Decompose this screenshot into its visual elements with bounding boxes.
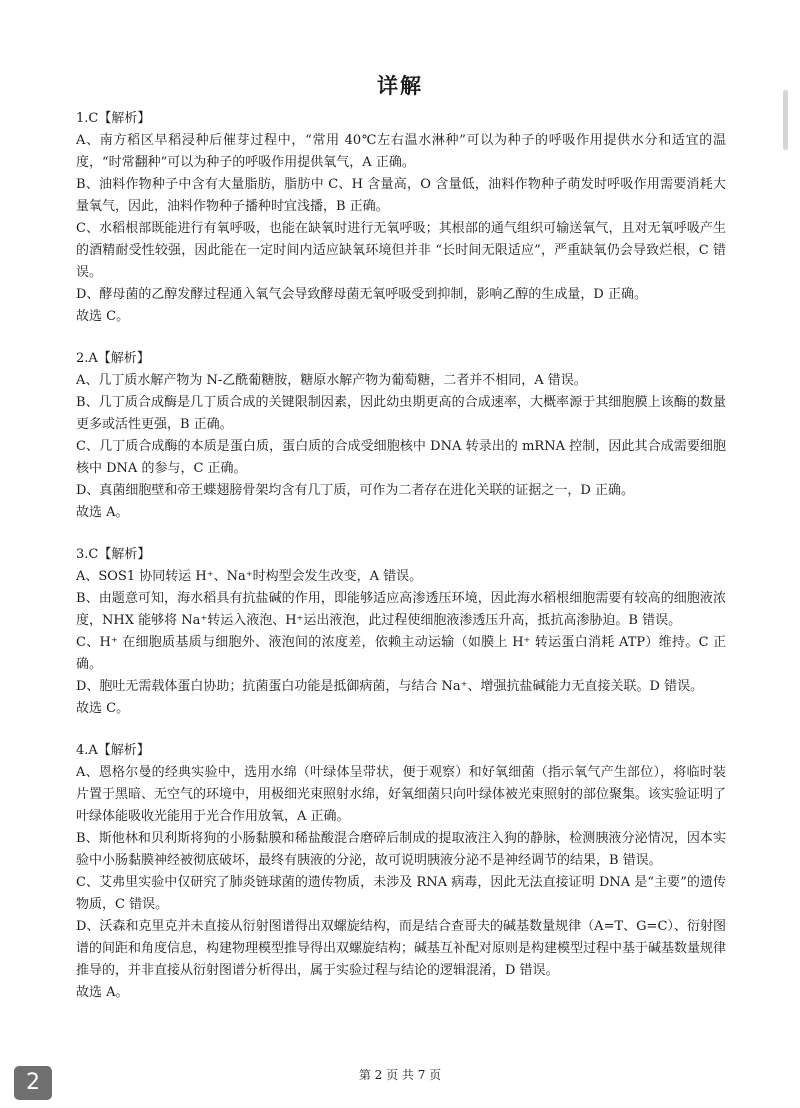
explanation-paragraph: D、酵母菌的乙醇发酵过程通入氧气会导致酵母菌无氧呼吸受到抑制，影响乙醇的生成量，D 正确。 xyxy=(76,287,647,302)
explanation-paragraph: B、斯他林和贝利斯将狗的小肠黏膜和稀盐酸混合磨碎后制成的提取液注入狗的静脉，检测胰液分泌情况，因本实验中小肠黏膜神经被彻底破坏，最终有胰液的分泌，故可说明胰液分泌不是神经调节的结果，B 错误。 xyxy=(76,831,726,868)
explanation-paragraph: D、真菌细胞壁和帝王蝶翅膀骨架均含有几丁质，可作为二者存在进化关联的证据之一，D 正确。 xyxy=(76,483,634,498)
explanation-paragraph: A、SOS1 协同转运 H⁺、Na⁺时构型会发生改变，A 错误。 xyxy=(76,569,423,584)
explanation-paragraph: A、恩格尔曼的经典实验中，选用水绵（叶绿体呈带状，便于观察）和好氧细菌（指示氧气产生部位），将临时装片置于黑暗、无空气的环境中，用极细光束照射水绵，好氧细菌只向叶绿体被光束照射的部位聚集。该实验证明了叶绿体能吸收光能用于光合作用放氧，A 正确。 xyxy=(76,765,727,824)
explanation-paragraph: 故选 C。 xyxy=(76,701,130,716)
explanation-paragraph: B、几丁质合成酶是几丁质合成的关键限制因素，因此幼虫期更高的合成速率，大概率源于其细胞膜上该酶的数量更多或活性更强，B 正确。 xyxy=(76,395,726,432)
explanation-paragraph: 故选 C。 xyxy=(76,309,130,324)
explanation-paragraph: C、艾弗里实验中仅研究了肺炎链球菌的遗传物质，未涉及 RNA 病毒，因此无法直接证明 DNA 是“主要”的遗传物质，C 错误。 xyxy=(76,875,726,912)
answer-section xyxy=(76,348,726,524)
section-heading: 4.A【解析】 xyxy=(76,743,150,758)
explanation-paragraph: C、H⁺ 在细胞质基质与细胞外、液泡间的浓度差，依赖主动运输（如膜上 H⁺ 转运蛋白消耗 ATP）维持。C 正确。 xyxy=(76,635,726,672)
explanation-paragraph: D、沃森和克里克并未直接从衍射图谱得出双螺旋结构，而是结合查哥夫的碱基数量规律（A=T、G=C）、衍射图谱的间距和角度信息，构建物理模型推导得出双螺旋结构；碱基互补配对原则是构建模型过程中基于碱基数量规律推导的，并非直接从衍射图谱分析得出，属于实验过程与结论的逻辑混淆，D 错误。 xyxy=(76,919,727,978)
page-number-badge: 2 xyxy=(14,1066,52,1100)
page-footer: 第 2 页 共 7 页 xyxy=(358,1068,442,1082)
explanation-paragraph: D、胞吐无需载体蛋白协助；抗菌蛋白功能是抵御病菌，与结合 Na⁺、增强抗盐碱能力无直接关联。D 错误。 xyxy=(76,679,704,694)
explanation-paragraph: A、几丁质水解产物为 N-乙酰葡糖胺，糖原水解产物为葡萄糖，二者并不相同，A 错误。 xyxy=(76,373,587,388)
section-heading: 3.C【解析】 xyxy=(76,547,151,562)
page-title: 详解 xyxy=(377,74,423,98)
explanation-paragraph: 故选 A。 xyxy=(76,985,129,1000)
answer-section xyxy=(76,108,726,328)
explanation-paragraph: B、油料作物种子中含有大量脂肪，脂肪中 C、H 含量高，O 含量低，油料作物种子萌发时呼吸作用需要消耗大量氧气，因此，油料作物种子播种时宜浅播，B 正确。 xyxy=(76,177,726,214)
scrollbar-thumb[interactable] xyxy=(783,90,788,150)
explanation-paragraph: C、水稻根部既能进行有氧呼吸，也能在缺氧时进行无氧呼吸；其根部的通气组织可输送氧气，且对无氧呼吸产生的酒精耐受性较强，因此能在一定时间内适应缺氧环境但并非 “长时间无限适应”，严重缺氧仍会导致烂根，C 错误。 xyxy=(76,221,726,280)
answer-section xyxy=(76,544,726,720)
answer-section xyxy=(76,740,726,1004)
explanation-paragraph: A、南方稻区早稻浸种后催芽过程中，“常用 40℃左右温水淋种”可以为种子的呼吸作用提供水分和适宜的温度，“时常翻种”可以为种子的呼吸作用提供氧气，A 正确。 xyxy=(76,133,726,170)
explanation-paragraph: 故选 A。 xyxy=(76,505,129,520)
section-heading: 1.C【解析】 xyxy=(76,111,151,126)
explanation-paragraph: B、由题意可知，海水稻具有抗盐碱的作用，即能够适应高渗透压环境，因此海水稻根细胞需要有较高的细胞液浓度，NHX 能够将 Na⁺转运入液泡、H⁺运出液泡，此过程使细胞液渗透压升高，抵抗高渗胁迫。B 错误。 xyxy=(76,591,726,628)
section-heading: 2.A【解析】 xyxy=(76,351,150,366)
answer-content xyxy=(76,108,726,1024)
explanation-paragraph: C、几丁质合成酶的本质是蛋白质，蛋白质的合成受细胞核中 DNA 转录出的 mRNA 控制，因此其合成需要细胞核中 DNA 的参与，C 正确。 xyxy=(76,439,726,476)
